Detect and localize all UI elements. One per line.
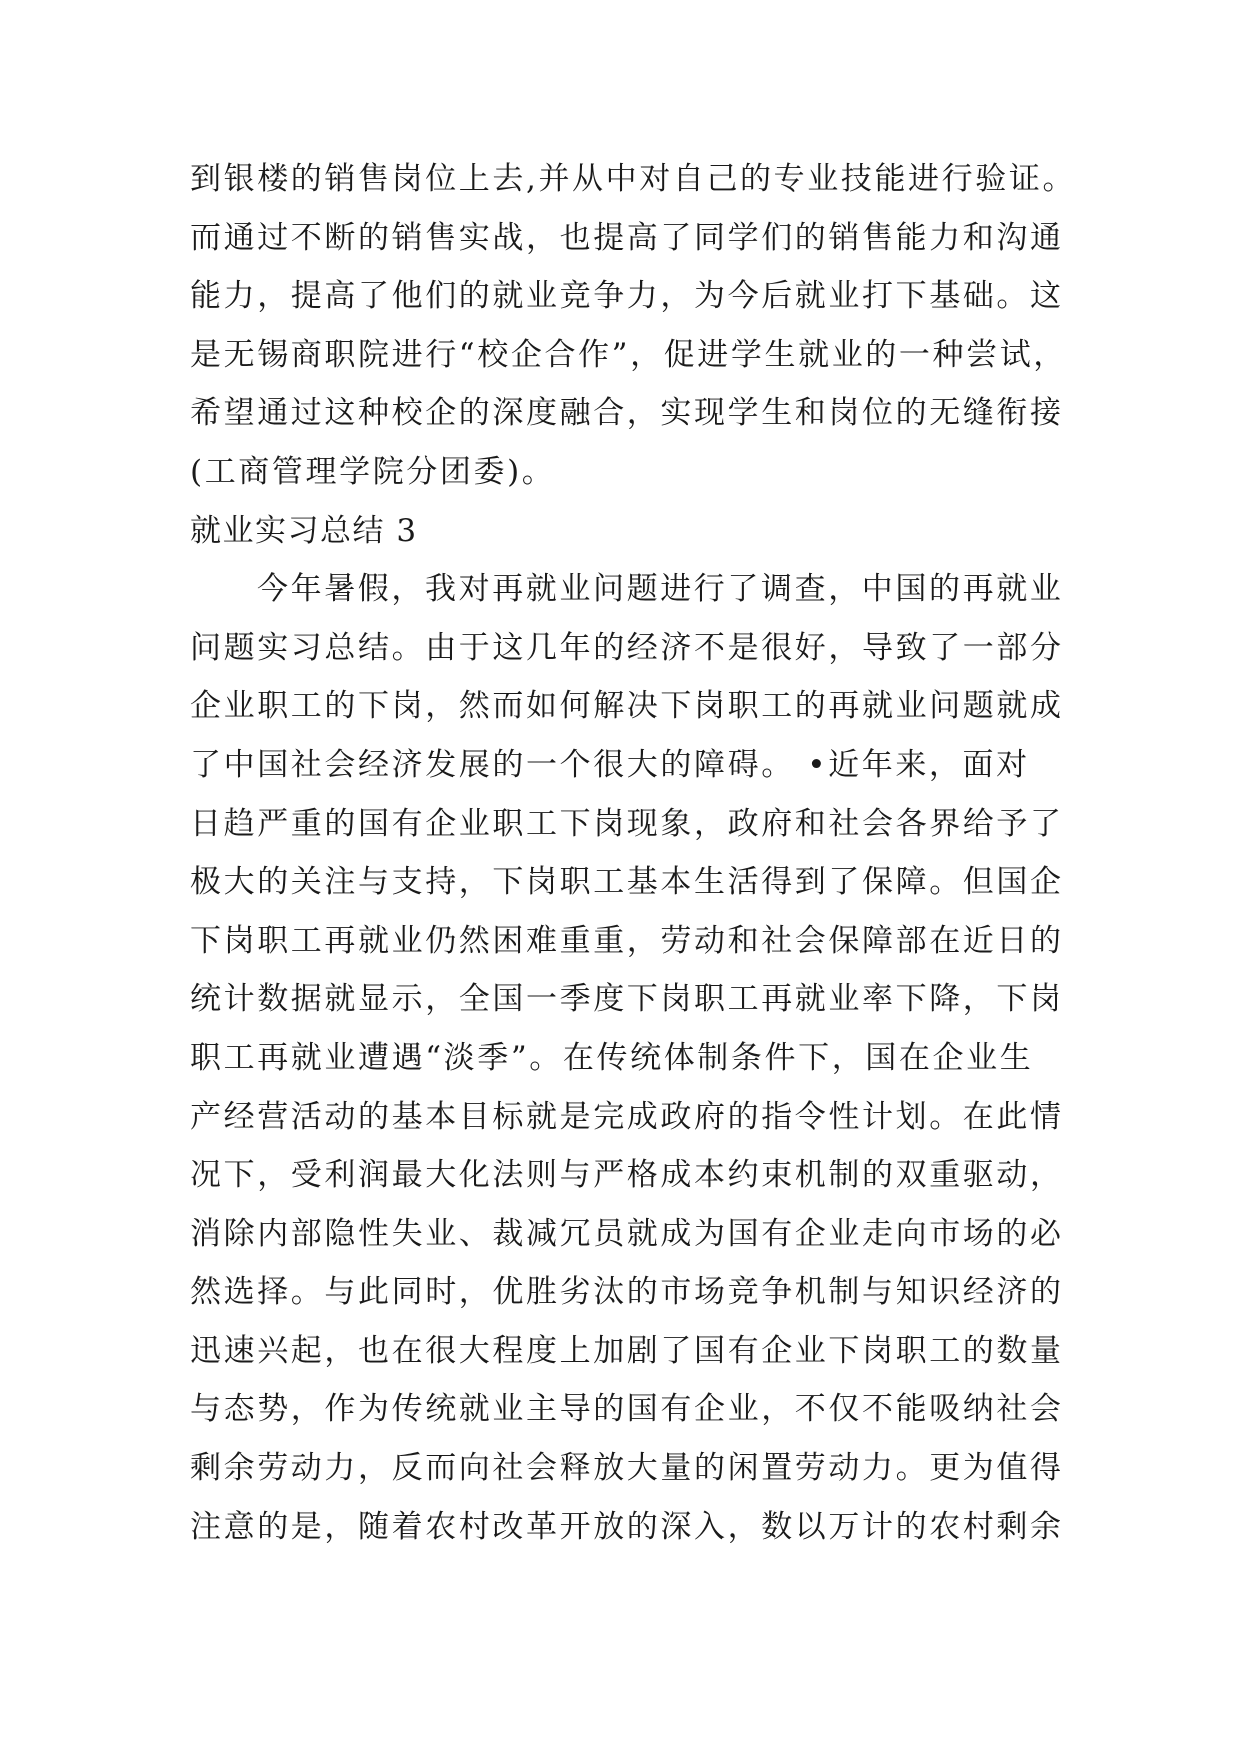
paragraph-line: 问题实习总结。由于这几年的经济不是很好，导致了一部分	[190, 629, 1064, 666]
paragraph-line: 统计数据就显示，全国一季度下岗职工再就业率下降，下岗	[190, 981, 1064, 1018]
paragraph-line: 极大的关注与支持，下岗职工基本生活得到了保障。但国企	[190, 864, 1064, 901]
paragraph-line: 职工再就业遭遇“淡季”。在传统体制条件下，国在企业生	[190, 1039, 1034, 1076]
paragraph-line: (工商管理学院分团委)。	[190, 453, 556, 490]
paragraph-line: 而通过不断的销售实战，也提高了同学们的销售能力和沟通	[190, 219, 1064, 256]
paragraph-line: 能力，提高了他们的就业竞争力，为今后就业打下基础。这	[190, 278, 1064, 315]
paragraph-line: 然选择。与此同时，优胜劣汰的市场竞争机制与知识经济的	[190, 1274, 1064, 1311]
paragraph-line: 产经营活动的基本目标就是完成政府的指令性计划。在此情	[190, 1098, 1064, 1135]
paragraph-line: 下岗职工再就业仍然困难重重，劳动和社会保障部在近日的	[190, 922, 1064, 959]
document-body	[190, 150, 1090, 1556]
paragraph-line: 剩余劳动力，反而向社会释放大量的闲置劳动力。更为值得	[190, 1450, 1064, 1487]
paragraph-line: 到银楼的销售岗位上去,并从中对自己的专业技能进行验证。	[190, 161, 1077, 197]
paragraph-line: 希望通过这种校企的深度融合，实现学生和岗位的无缝衔接	[190, 395, 1064, 432]
paragraph-line: 况下，受利润最大化法则与严格成本约束机制的双重驱动，	[190, 1157, 1064, 1194]
section-heading: 就业实习总结 3	[190, 512, 418, 549]
paragraph-line: 注意的是，随着农村改革开放的深入，数以万计的农村剩余	[190, 1508, 1064, 1545]
paragraph-line: 消除内部隐性失业、裁减冗员就成为国有企业走向市场的必	[190, 1215, 1064, 1252]
paragraph-line: 日趋严重的国有企业职工下岗现象，政府和社会各界给予了	[190, 805, 1064, 842]
paragraph-line: 今年暑假，我对再就业问题进行了调查，中国的再就业	[257, 571, 1064, 608]
paragraph-line: 企业职工的下岗，然而如何解决下岗职工的再就业问题就成	[190, 688, 1064, 725]
paragraph-line: 了中国社会经济发展的一个很大的障碍。 •近年来，面对	[190, 746, 1030, 783]
paragraph-line: 与态势，作为传统就业主导的国有企业，不仅不能吸纳社会	[190, 1391, 1064, 1428]
paragraph-line: 是无锡商职院进行“校企合作”，促进学生就业的一种尝试，	[190, 336, 1067, 373]
paragraph-line: 迅速兴起，也在很大程度上加剧了国有企业下岗职工的数量	[190, 1332, 1064, 1369]
